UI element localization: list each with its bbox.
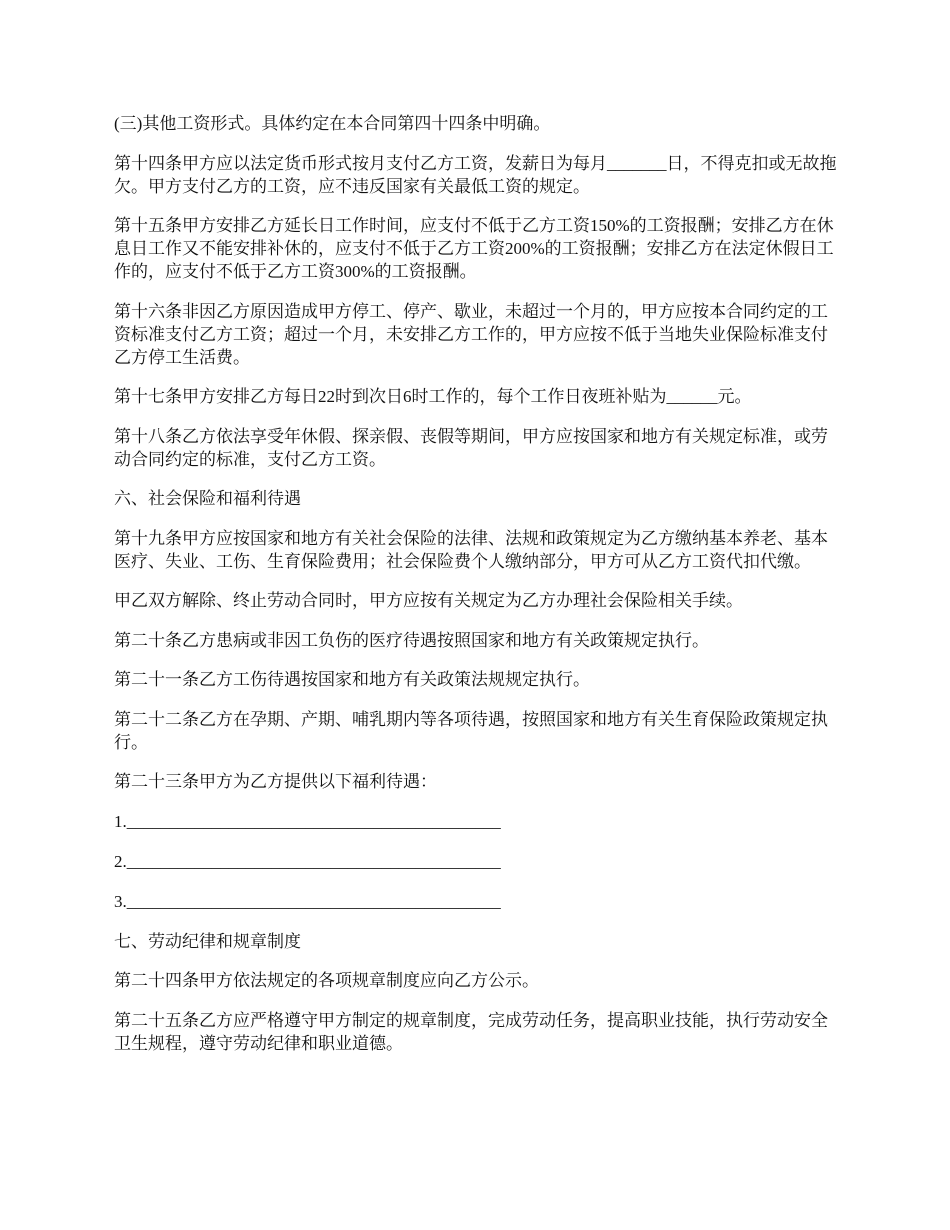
paragraph-article-21: 第二十一条乙方工伤待遇按国家和地方有关政策法规规定执行。 bbox=[114, 670, 590, 689]
paragraph-termination-insurance: 甲乙双方解除、终止劳动合同时，甲方应按有关规定为乙方办理社会保险相关手续。 bbox=[114, 591, 743, 610]
paragraph-article-25: 第二十五条乙方应严格遵守甲方制定的规章制度，完成劳动任务，提高职业技能，执行劳动安全卫生规程，遵守劳动纪律和职业道德。 bbox=[114, 1010, 828, 1053]
paragraph-article-14: 第十四条甲方应以法定货币形式按月支付乙方工资，发薪日为每月_______日，不得克扣或无故拖欠。甲方支付乙方的工资，应不违反国家有关最低工资的规定。 bbox=[114, 153, 837, 196]
document-page bbox=[114, 112, 844, 1071]
section-heading-labor-discipline: 七、劳动纪律和规章制度 bbox=[114, 931, 301, 951]
benefit-blank-line-1: 1.____________________________________________ bbox=[114, 811, 501, 831]
paragraph-other-wage-forms: (三)其他工资形式。具体约定在本合同第四十四条中明确。 bbox=[114, 114, 551, 133]
paragraph-article-22: 第二十二条乙方在孕期、产期、哺乳期内等各项待遇，按照国家和地方有关生育保险政策规定执行。 bbox=[114, 709, 828, 752]
paragraph-article-20: 第二十条乙方患病或非因工负伤的医疗待遇按照国家和地方有关政策规定执行。 bbox=[114, 630, 709, 650]
benefit-blank-line-2: 2.____________________________________________ bbox=[114, 851, 501, 871]
benefit-blank-line-3: 3.____________________________________________ bbox=[114, 891, 501, 911]
paragraph-article-19: 第十九条甲方应按国家和地方有关社会保险的法律、法规和政策规定为乙方缴纳基本养老、基本医疗、失业、工伤、生育保险费用；社会保险费个人缴纳部分，甲方可从乙方工资代扣代缴。 bbox=[114, 528, 828, 571]
paragraph-article-17: 第十七条甲方安排乙方每日22时到次日6时工作的，每个工作日夜班补贴为______元。 bbox=[114, 387, 752, 406]
paragraph-article-23: 第二十三条甲方为乙方提供以下福利待遇： bbox=[114, 772, 437, 791]
section-heading-social-insurance: 六、社会保险和福利待遇 bbox=[114, 489, 301, 508]
paragraph-article-24: 第二十四条甲方依法规定的各项规章制度应向乙方公示。 bbox=[114, 971, 539, 990]
paragraph-article-16: 第十六条非因乙方原因造成甲方停工、停产、歇业，未超过一个月的，甲方应按本合同约定的工资标准支付乙方工资；超过一个月，未安排乙方工作的，甲方应按不低于当地失业保险标准支付乙方停工生活费。 bbox=[114, 301, 828, 367]
paragraph-article-15: 第十五条甲方安排乙方延长日工作时间，应支付不低于乙方工资150%的工资报酬；安排乙方在休息日工作又不能安排补休的，应支付不低于乙方工资200%的工资报酬；安排乙方在法定休假日工作的，应支付不低于乙方工资300%的工资报酬。 bbox=[114, 216, 834, 281]
paragraph-article-18: 第十八条乙方依法享受年休假、探亲假、丧假等期间，甲方应按国家和地方有关规定标准，或劳动合同约定的标准，支付乙方工资。 bbox=[114, 426, 828, 469]
